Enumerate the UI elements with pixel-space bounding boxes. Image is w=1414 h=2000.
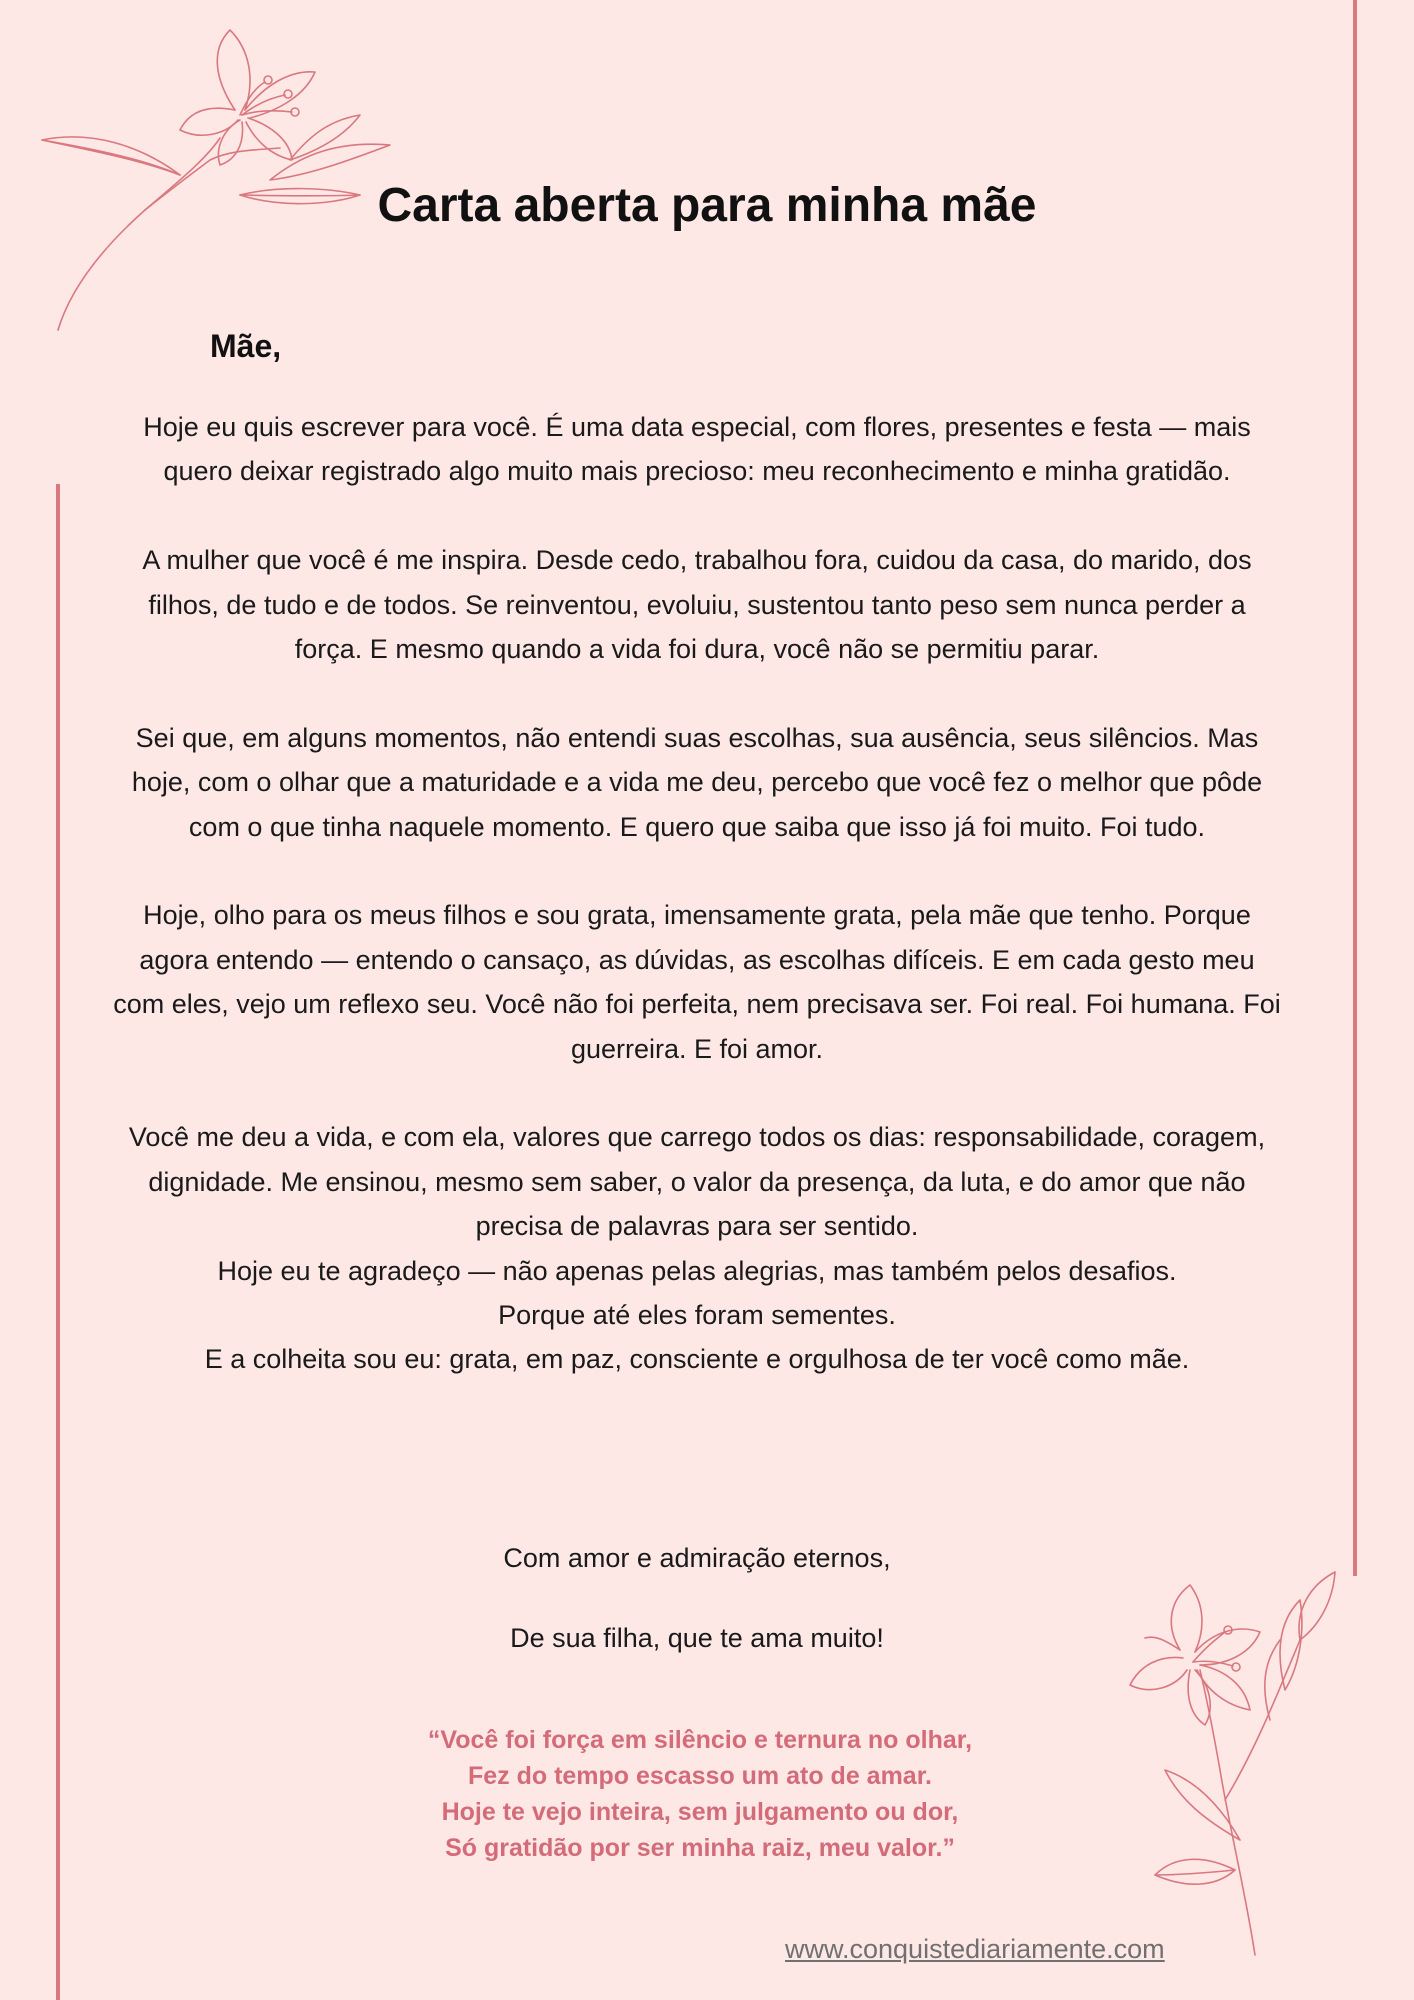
paragraph: Hoje eu quis escrever para você. É uma data especial, com flores, presentes e festa — mais quero deixar registrado algo muito mais precioso: meu reconhecimento e minha gratidão.: [143, 412, 1251, 487]
poem-quote: [300, 1722, 1100, 1866]
right-border-line: [1353, 0, 1357, 1576]
poem-line: Só gratidão por ser minha raiz, meu valor.”: [445, 1834, 955, 1862]
paragraph: Sei que, em alguns momentos, não entendi suas escolhas, sua ausência, seus silêncios. Mas hoje, com o olhar que a maturidade e a vida me deu, percebo que você fez o melhor que pôde com o que tinha naquele momento. E quero que saiba que isso já foi muito. Foi tudo.: [131, 722, 1263, 842]
paragraph: Você me deu a vida, e com ela, valores que carrego todos os dias: responsabilidade, coragem, dignidade. Me ensinou, mesmo sem saber, o valor da presença, da luta, e do amor que não precisa de palavras para ser sentido.: [128, 1122, 1266, 1242]
paragraph: A mulher que você é me inspira. Desde cedo, trabalhou fora, cuidou da casa, do marido, dos filhos, de tudo e de todos. Se reinventou, evoluiu, sustentou tanto peso sem nunca perder a força. E mesmo quando a vida foi dura, você não se permitiu parar.: [142, 545, 1252, 665]
letter-body: [112, 405, 1282, 1382]
salutation: Mãe,: [210, 328, 282, 364]
signature: De sua filha, que te ama muito!: [510, 1623, 884, 1653]
letter-line: E a colheita sou eu: grata, em paz, consciente e orgulhosa de ter você como mãe.: [204, 1344, 1190, 1375]
poem-line: Hoje te vejo inteira, sem julgamento ou dor,: [441, 1798, 959, 1826]
closing-phrase: Com amor e admiração eternos,: [503, 1543, 891, 1573]
poem-line: “Você foi força em silêncio e ternura no olhar,: [427, 1726, 973, 1754]
left-border-line: [56, 484, 60, 2000]
website-link[interactable]: www.conquistediariamente.com: [785, 1934, 1165, 1964]
paragraph: Hoje, olho para os meus filhos e sou grata, imensamente grata, pela mãe que tenho. Porque agora entendo — entendo o cansaço, as dúvidas, as escolhas difíceis. E em cada gesto meu com eles, vejo um reflexo seu. Você não foi perfeita, nem precisava ser. Foi real. Foi humana. Foi guerreira. E foi amor.: [113, 900, 1281, 1064]
poem-line: Fez do tempo escasso um ato de amar.: [467, 1762, 933, 1790]
letter-line: Hoje eu te agradeço — não apenas pelas alegrias, mas também pelos desafios.: [217, 1255, 1177, 1286]
letter-title: Carta aberta para minha mãe: [377, 179, 1037, 232]
letter-line: Porque até eles foram sementes.: [498, 1300, 896, 1331]
lily-flower-icon: [30, 10, 400, 340]
